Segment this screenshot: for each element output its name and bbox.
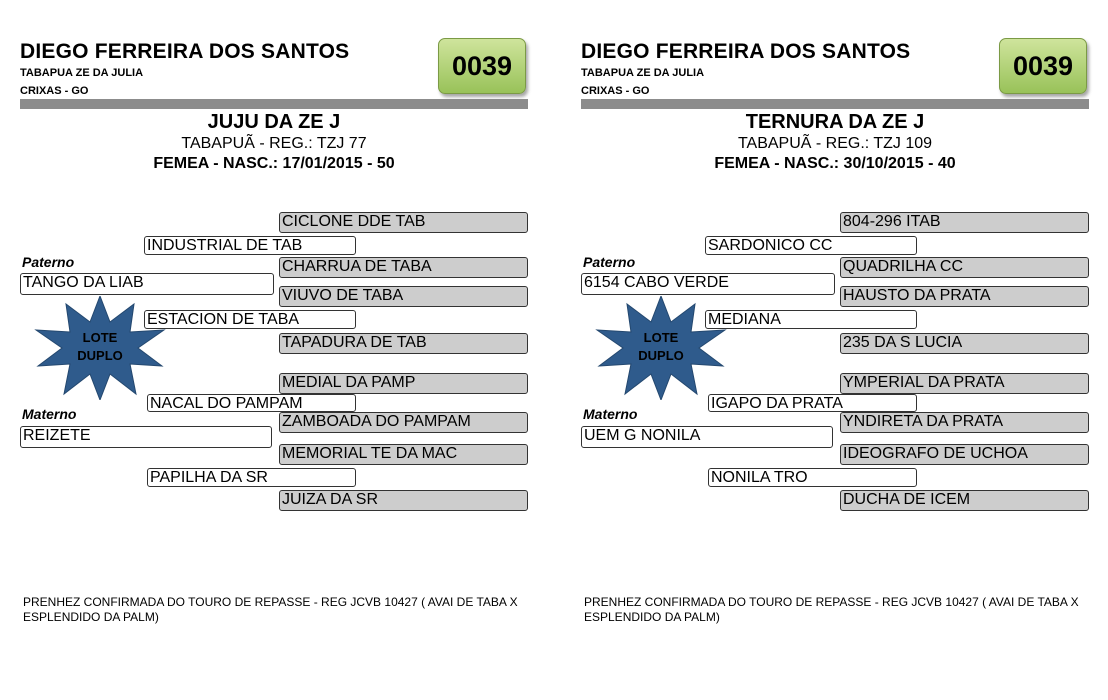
dam-name: UEM G NONILA (581, 426, 833, 448)
maternal-grandsire: IGAPO DA PRATA (708, 394, 917, 412)
great-grandparent-8: JUIZA DA SR (279, 490, 528, 511)
paterno-label: Paterno (22, 254, 75, 270)
great-grandparent-6: YNDIRETA DA PRATA (840, 412, 1089, 433)
great-grandparent-1: 804-296 ITAB (840, 212, 1089, 233)
sire-name: 6154 CABO VERDE (581, 273, 835, 295)
great-grandparent-3: HAUSTO DA PRATA (840, 286, 1089, 307)
great-grandparent-7: MEMORIAL TE DA MAC (279, 444, 528, 465)
animal-sex-birth: FEMEA - NASC.: 30/10/2015 - 40 (714, 155, 956, 172)
materno-label: Materno (22, 406, 77, 422)
header-divider-bar (20, 99, 528, 109)
materno-label: Materno (583, 406, 638, 422)
animal-name: JUJU DA ZE J (207, 111, 341, 133)
great-grandparent-4: TAPADURA DE TAB (279, 333, 528, 354)
great-grandparent-4: 235 DA S LUCIA (840, 333, 1089, 354)
great-grandparent-8: DUCHA DE ICEM (840, 490, 1089, 511)
lot-number-badge: 0039 (999, 38, 1087, 94)
paterno-label: Paterno (583, 254, 636, 270)
maternal-granddam: NONILA TRO (708, 468, 917, 487)
animal-sex-birth: FEMEA - NASC.: 17/01/2015 - 50 (153, 155, 395, 172)
lote-duplo-text: LOTE DUPLO (77, 330, 123, 363)
farm-location: CRIXAS - GO (20, 85, 89, 97)
great-grandparent-7: IDEOGRAFO DE UCHOA (840, 444, 1089, 465)
paternal-granddam: MEDIANA (705, 310, 917, 329)
farm-location: CRIXAS - GO (581, 85, 650, 97)
maternal-granddam: PAPILHA DA SR (147, 468, 356, 487)
lote-duplo-text: LOTE DUPLO (638, 330, 684, 363)
sire-name: TANGO DA LIAB (20, 273, 274, 295)
pregnancy-note: PRENHEZ CONFIRMADA DO TOURO DE REPASSE - REG JCVB 10427 ( AVAI DE TABA X ESPLENDIDO DA PALM) (23, 595, 518, 624)
great-grandparent-5: YMPERIAL DA PRATA (840, 373, 1089, 394)
animal-registration: TABAPUÃ - REG.: TZJ 109 (737, 135, 933, 152)
owner-name: DIEGO FERREIRA DOS SANTOS (581, 40, 911, 63)
great-grandparent-2: QUADRILHA CC (840, 257, 1089, 278)
paternal-grandsire: INDUSTRIAL DE TAB (144, 236, 356, 255)
great-grandparent-3: VIUVO DE TABA (279, 286, 528, 307)
catalog-card-left (20, 0, 540, 700)
great-grandparent-6: ZAMBOADA DO PAMPAM (279, 412, 528, 433)
animal-name: TERNURA DA ZE J (745, 111, 925, 133)
paternal-grandsire: SARDONICO CC (705, 236, 917, 255)
maternal-grandsire: NACAL DO PAMPAM (147, 394, 356, 412)
lot-number-badge: 0039 (438, 38, 526, 94)
great-grandparent-1: CICLONE DDE TAB (279, 212, 528, 233)
animal-registration: TABAPUÃ - REG.: TZJ 77 (181, 135, 367, 152)
great-grandparent-2: CHARRUA DE TABA (279, 257, 528, 278)
owner-name: DIEGO FERREIRA DOS SANTOS (20, 40, 350, 63)
dam-name: REIZETE (20, 426, 272, 448)
paternal-granddam: ESTACION DE TABA (144, 310, 356, 329)
great-grandparent-5: MEDIAL DA PAMP (279, 373, 528, 394)
header-divider-bar (581, 99, 1089, 109)
farm-name: TABAPUA ZE DA JULIA (581, 67, 705, 79)
pregnancy-note: PRENHEZ CONFIRMADA DO TOURO DE REPASSE - REG JCVB 10427 ( AVAI DE TABA X ESPLENDIDO DA PALM) (584, 595, 1079, 624)
catalog-card-right (581, 0, 1101, 700)
farm-name: TABAPUA ZE DA JULIA (20, 67, 144, 79)
